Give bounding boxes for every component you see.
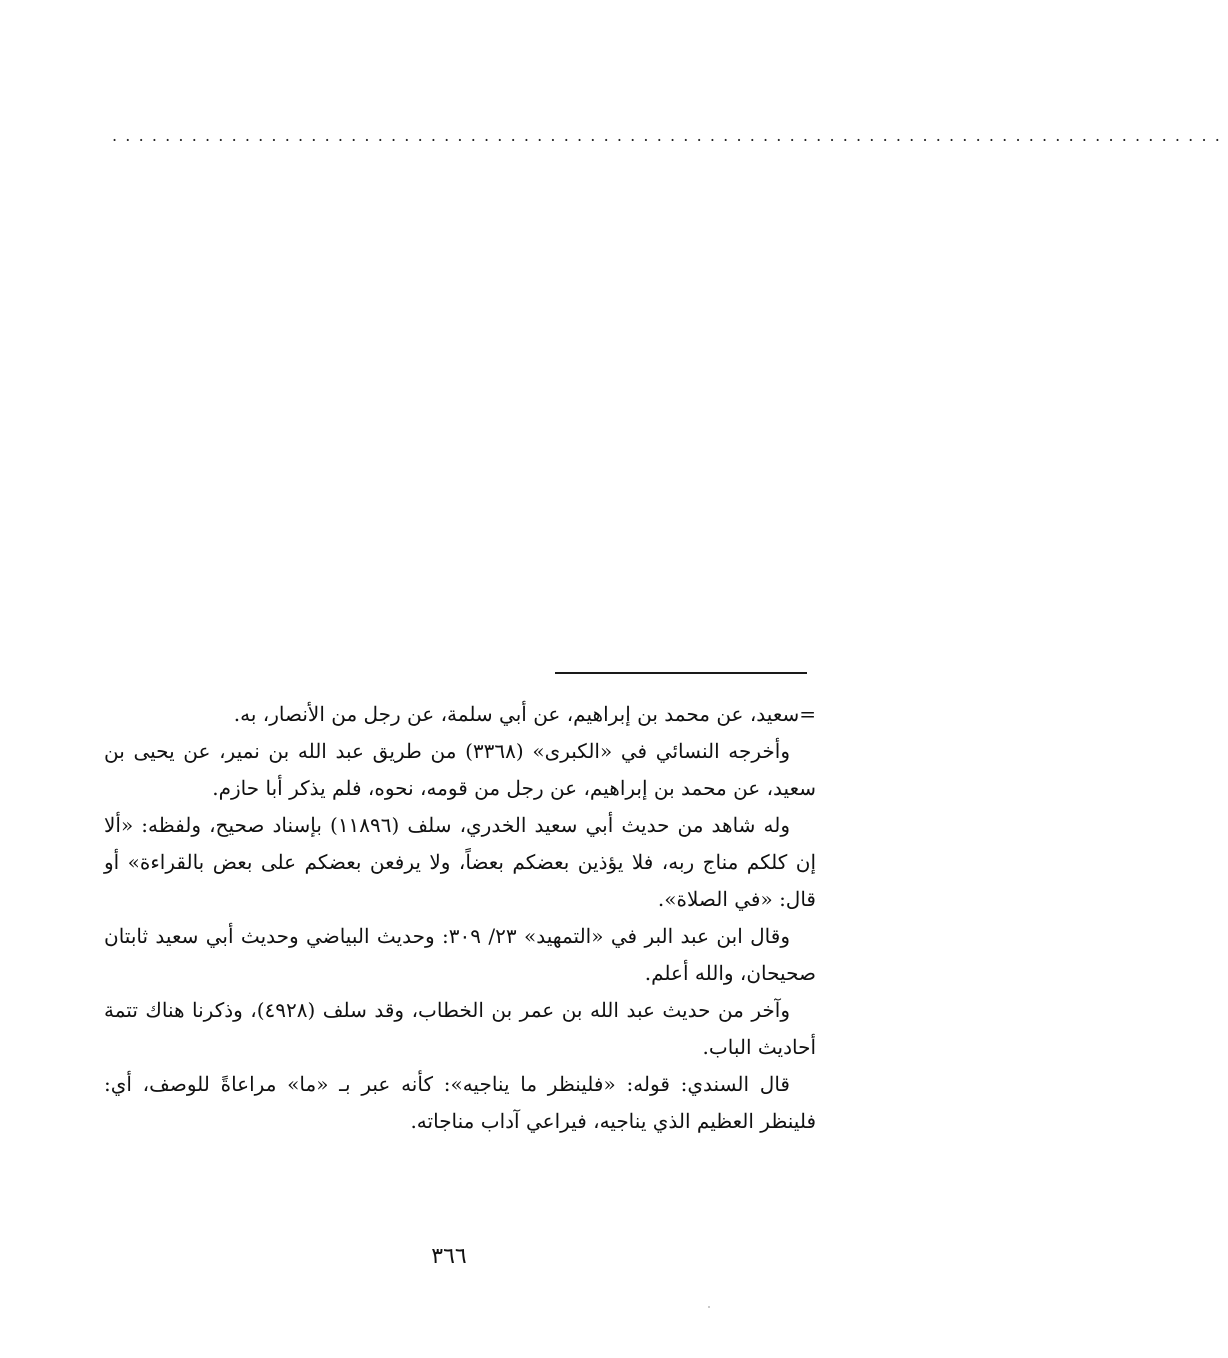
footnote-paragraph-abu-said: وله شاهد من حديث أبي سعيد الخدري، سلف (١١٨٩٦) بإسناد صحيح، ولفظه: «ألا إن كلكم مناج ربه، فلا يؤذين بعضكم بعضاً، ولا يرفعن بعضكم على بعض بالقراءة» أو قال: «في الصلاة». bbox=[104, 813, 816, 911]
footnote-paragraph-nasai: وأخرجه النسائي في «الكبرى» (٣٣٦٨) من طريق عبد الله بن نمير، عن يحيى بن سعيد، عن محمد بن إبراهيم، عن رجل من قومه، نحوه، فلم يذكر أبا حازم. bbox=[104, 739, 816, 800]
scan-speck bbox=[708, 1306, 710, 1308]
footnote-paragraph-continued: =سعيد، عن محمد بن إبراهيم، عن أبي سلمة، عن رجل من الأنصار، به. bbox=[233, 702, 816, 726]
footnotes-block bbox=[104, 696, 816, 1140]
dotted-separator: .................................................................................... bbox=[112, 126, 1228, 145]
footnote-paragraph-sindi: قال السندي: قوله: «فلينظر ما يناجيه»: كأنه عبر بـ «ما» مراعاةً للوصف، أي: فلينظر العظيم الذي يناجيه، فيراعي آداب مناجاته. bbox=[104, 1072, 816, 1133]
page-number: ٣٦٦ bbox=[431, 1244, 467, 1269]
footnote-paragraph-ibn-umar: وآخر من حديث عبد الله بن عمر بن الخطاب، وقد سلف (٤٩٢٨)، وذكرنا هناك تتمة أحاديث الباب. bbox=[104, 998, 816, 1059]
footnote-paragraph-ibn-abd-al-barr: وقال ابن عبد البر في «التمهيد» ٢٣/ ٣٠٩: وحديث البياضي وحديث أبي سعيد ثابتان صحيحان، والله أعلم. bbox=[104, 924, 816, 985]
footnote-separator-line bbox=[555, 672, 807, 674]
